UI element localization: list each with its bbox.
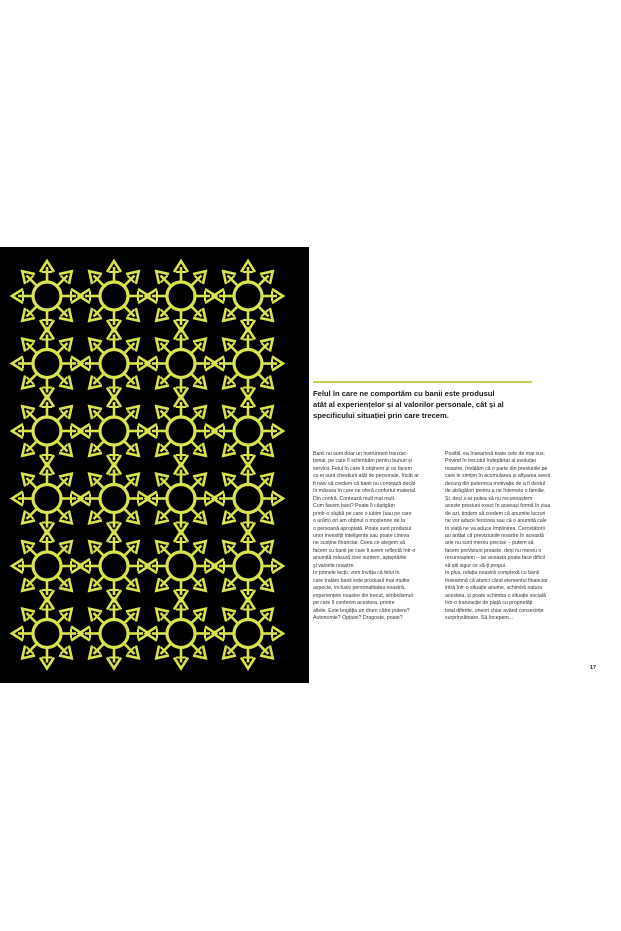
body-line: Posibil, ea înseamnă toate cele de mai sus. [445, 451, 546, 457]
body-line: Cum facem bani? Poate îi câștigăm [313, 503, 395, 510]
body-line: recunoaștem – iar aceasta poate face dificil [445, 555, 545, 562]
starburst-motif [79, 464, 149, 534]
body-column-right [445, 451, 595, 622]
starburst-motif [79, 329, 149, 399]
body-line: cu ei sunt chestiuni atât de personale, încât ar [313, 473, 419, 480]
page-number: 17 [590, 665, 597, 671]
body-line: total diferite, uneori chiar având consecințe [445, 607, 544, 614]
body-line: experiențele noastre din trecut, simbolismul [313, 592, 413, 599]
starburst-motif [79, 261, 149, 331]
body-line: să știi sigur ce să-ți propui. [445, 562, 507, 569]
starburst-motif [79, 396, 149, 466]
headline-line: specificului situației prin care trecem. [313, 411, 449, 420]
body-line: noastre, învățăm că o parte din presiunile pe [445, 465, 548, 472]
starburst-motif [146, 531, 216, 601]
starburst-motif [12, 396, 82, 466]
starburst-motif [12, 531, 82, 601]
body-line: arie nu sunt mereu precise – putem să [445, 540, 534, 547]
pattern-page [0, 247, 309, 683]
body-line: Banii nu sunt doar un instrument tranzac- [313, 451, 408, 457]
accent-rule [313, 381, 532, 383]
body-line: servicii. Felul în care îi obținem și ce facem [313, 465, 412, 472]
body-line: în viață ne va aduce împlinirea. Cercetătorii [445, 525, 545, 532]
body-line: decurg din puternica motivație de a fi destul [445, 480, 546, 487]
body-line: facem cu banii pe care îi avem reflectă într-o [313, 547, 416, 554]
body-line: unor investiții inteligente sau poate cineva [313, 532, 410, 539]
headline-line: Felul în care ne comportăm cu banii este produsul [313, 389, 495, 398]
body-line: aceste presiuni exact în aceeași formă în ziua [445, 503, 551, 510]
body-line: o urâm) ori am obținut o moștenire de la [313, 518, 405, 525]
body-line: care le simțim în acumularea și afișarea averii [445, 473, 551, 480]
body-line: altele. Este bogăția un drum către putere? [313, 607, 410, 614]
starburst-motif [79, 599, 149, 669]
body-line: înseamnă că atunci când elementul financiar [445, 577, 548, 584]
body-column-left [313, 451, 463, 622]
body-line: În plus, relația noastră complexă cu banii [445, 570, 540, 577]
headline [313, 388, 538, 421]
starburst-motif [12, 599, 82, 669]
starburst-motif [213, 329, 283, 399]
body-line: într-o tranzacție de piață cu proprietăți [445, 600, 533, 607]
headline-line: atât al experiențelor și al valorilor personale, cât și al [313, 400, 504, 409]
body-line: fi naiv să credem că banii nu contează decât [313, 480, 416, 487]
body-line: În primele lecții, vom învăța că felul în [313, 570, 400, 577]
starburst-motif [146, 261, 216, 331]
body-line: în măsura în care ne oferă confortul material. [313, 488, 417, 495]
body-line: au arătat că previziunile noastre în această [445, 532, 544, 539]
body-line: anumită măsură cine suntem, așteptările [313, 555, 407, 562]
starburst-motif [213, 531, 283, 601]
starburst-pattern [0, 247, 309, 683]
starburst-motif [213, 464, 283, 534]
starburst-motif [213, 261, 283, 331]
starburst-motif [79, 531, 149, 601]
body-line: de azi, tindem să credem că anumite lucruri [445, 510, 546, 517]
starburst-motif [12, 329, 82, 399]
body-line: aspecte, inclusiv personalitatea noastră, [313, 585, 406, 592]
body-line: Din contră. Contează mult mai mult. [313, 495, 396, 502]
body-line: Autonomie? Opțiuni? Dragoste, poate? [313, 614, 403, 621]
starburst-motif [146, 396, 216, 466]
body-line: și valorile noastre. [313, 562, 355, 569]
body-line: acesteia, și poate schimba o situație socială [445, 592, 546, 599]
body-line: facem previziuni proaste, deși nu mereu o [445, 547, 542, 554]
starburst-motif [146, 464, 216, 534]
body-line: Privind în trecutul îndepărtat al evoluției [445, 458, 536, 465]
body-line: o persoană apropiată. Poate sunt produsul [313, 525, 412, 532]
starburst-motif [146, 329, 216, 399]
body-line: Și, deși s-ar putea să nu recunoaștem [445, 495, 533, 502]
starburst-motif [12, 261, 82, 331]
body-line: printr-o slujbă pe care o iubim (sau pe care [313, 510, 412, 517]
body-line: ne vor aduce fericirea sau că o anumită cale [445, 518, 547, 525]
body-line: de atrăgători pentru a ne întemeia o familie. [445, 488, 546, 495]
body-line: țional, pe care îl schimbăm pentru bunuri și [313, 458, 412, 465]
body-line: intră într-o situație anume, schimbă natura [445, 585, 543, 592]
starburst-motif [213, 396, 283, 466]
starburst-motif [213, 599, 283, 669]
body-line: care tratăm banii este produsul mai multor [313, 577, 410, 584]
starburst-motif [12, 464, 82, 534]
starburst-motif [146, 599, 216, 669]
body-line: ne susține financiar. Ceea ce alegem să [313, 540, 405, 547]
body-line: surprinzătoare. Să începem... [445, 614, 514, 621]
body-line: pe care îl conferim acestora, printre [313, 600, 395, 607]
